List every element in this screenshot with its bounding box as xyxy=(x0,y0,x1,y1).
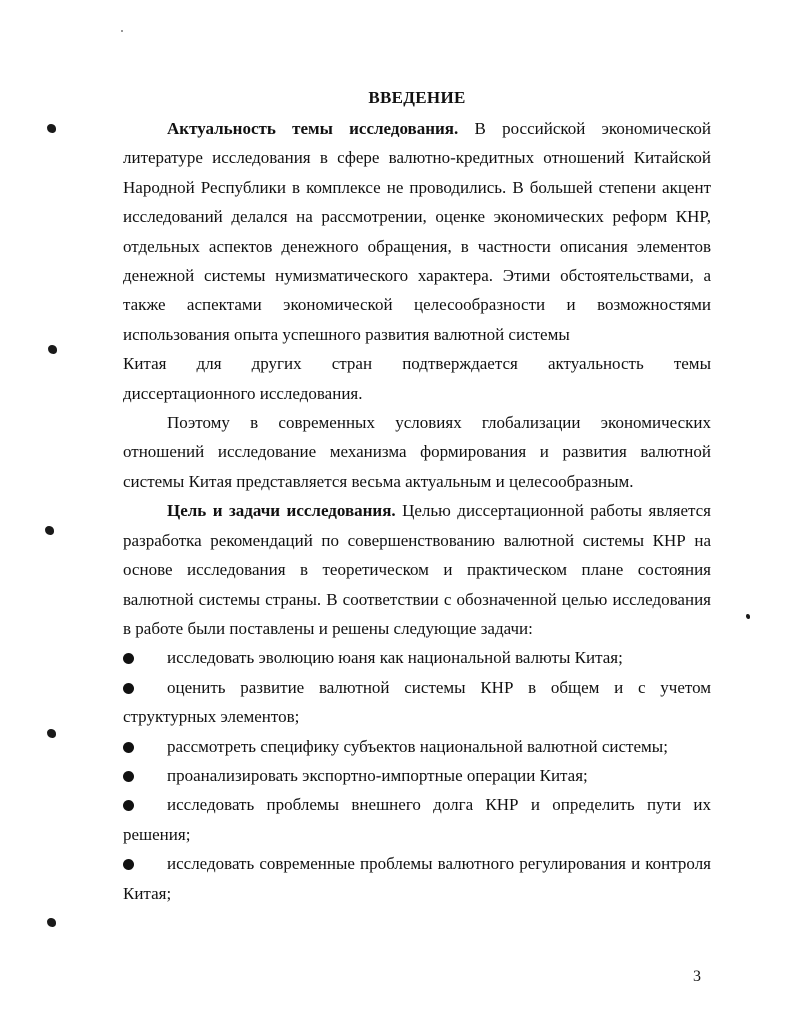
task-text: исследовать современные проблемы валютного регулирования и контроля Китая; xyxy=(123,854,711,903)
paragraph-goals xyxy=(123,496,711,643)
list-item xyxy=(123,673,711,732)
scan-mark-icon xyxy=(47,124,56,133)
bullet-icon xyxy=(123,742,134,753)
paragraph-relevance xyxy=(123,114,711,349)
paragraph-relevance-tail: диссертационного исследования. xyxy=(123,383,363,403)
list-item xyxy=(123,790,711,849)
body-text xyxy=(123,114,711,908)
paragraph-globalization: Поэтому в современных условиях глобализации экономических отношений исследование механизма формирования и развития валютной системы Китая представляется весьма актуальным и целесообразным. xyxy=(123,413,711,491)
scan-mark-icon xyxy=(47,729,56,738)
bullet-icon xyxy=(123,653,134,664)
task-text: рассмотреть специфику субъектов национальной валютной системы; xyxy=(167,736,668,756)
list-item xyxy=(123,643,711,672)
bullet-icon xyxy=(123,859,134,870)
paragraph-relevance-line: Китая для других стран подтверждается актуальность темы xyxy=(123,354,711,374)
scan-mark-icon xyxy=(47,918,56,927)
task-text: оценить развитие валютной системы КНР в общем и с учетом структурных элементов; xyxy=(123,677,711,727)
bullet-icon xyxy=(123,800,134,811)
scan-speck-icon xyxy=(121,30,123,32)
scan-mark-icon xyxy=(746,614,750,619)
scan-mark-icon xyxy=(48,345,57,354)
task-text: проанализировать экспортно-импортные операции Китая; xyxy=(167,765,588,785)
bullet-icon xyxy=(123,771,134,782)
page-title: ВВЕДЕНИЕ xyxy=(368,88,466,107)
paragraph-goals-body: Целью диссертационной работы является разработка рекомендаций по совершенствованию валютной системы КНР на основе исследования в теоретическом и практическом плане состояния валютной системы страны. В соответствии с обозначенной целью исследования в работе были поставлены и решены следующие задачи: xyxy=(123,501,711,638)
list-item xyxy=(123,849,711,908)
task-text: исследовать эволюцию юаня как национальной валюты Китая; xyxy=(167,648,623,668)
list-item xyxy=(123,732,711,761)
list-item xyxy=(123,761,711,790)
task-list xyxy=(123,643,711,908)
bullet-icon xyxy=(123,683,134,694)
task-text: исследовать проблемы внешнего долга КНР и определить пути их решения; xyxy=(123,795,711,844)
heading-relevance: Актуальность темы исследования. xyxy=(167,119,459,138)
page-number: 3 xyxy=(693,968,701,985)
paragraph-relevance-body: В российской экономической литературе исследования в сфере валютно-кредитных отношений Китайской Народной Республики в комплексе не проводились. В большей степени акцент исследований делался на рассмотрении, оценке экономических реформ КНР, отдельных аспектов денежного обращения, в частности описания элементов денежной системы нумизматического характера. Этими обстоятельствами, а также аспектами экономической целесообразности и возможностями использования опыта успешного развития валютной системы xyxy=(123,119,712,344)
scan-mark-icon xyxy=(45,526,54,535)
heading-goals: Цель и задачи исследования. xyxy=(167,501,396,521)
